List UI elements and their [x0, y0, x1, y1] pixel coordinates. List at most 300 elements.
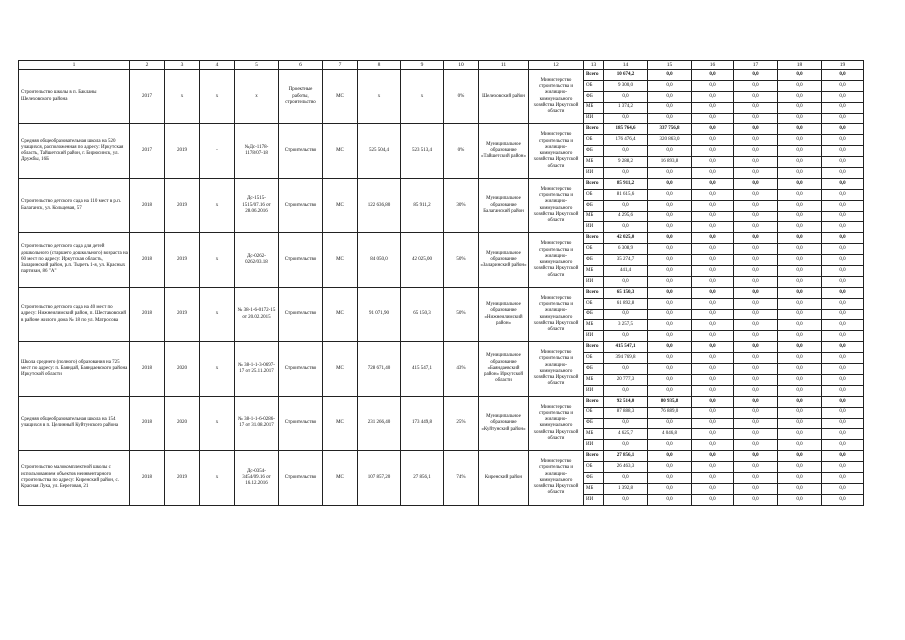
project-cell-c7: МС	[323, 124, 358, 178]
funding-value: 0,0	[778, 472, 822, 483]
project-cell-c2: 2018	[130, 178, 165, 232]
funding-value: 0,0	[734, 80, 778, 91]
funding-source: Всего	[584, 124, 604, 135]
project-cell-c5: Дс-0262-0262/03.18	[235, 233, 279, 287]
column-number: 2	[130, 61, 165, 70]
funding-value: 0,0	[692, 255, 734, 266]
project-cell-c2: 2018	[130, 342, 165, 396]
funding-value: 0,0	[822, 70, 864, 81]
funding-value: 0,0	[734, 407, 778, 418]
funding-value: 0,0	[822, 494, 864, 505]
funding-value: 0,0	[692, 91, 734, 102]
funding-value: 0,0	[692, 462, 734, 473]
document-sheet	[18, 60, 863, 506]
funding-value: 0,0	[778, 276, 822, 287]
funding-value: 0,0	[822, 462, 864, 473]
project-cell-c6: Строительство	[279, 451, 323, 505]
project-cell-c4: х	[200, 451, 235, 505]
funding-value: 0,0	[648, 189, 692, 200]
funding-value: 0,0	[822, 157, 864, 168]
project-cell-c6: Строительство	[279, 233, 323, 287]
table-row	[19, 396, 864, 407]
funding-value: 0,0	[778, 385, 822, 396]
project-cell-c4: х	[200, 70, 235, 124]
funding-value: 0,0	[822, 233, 864, 244]
funding-value: 0,0	[692, 396, 734, 407]
project-cell-c9: 173 449,8	[401, 396, 444, 450]
funding-value: 0,0	[648, 113, 692, 124]
funding-value: 0,0	[778, 353, 822, 364]
project-cell-c7: МС	[323, 451, 358, 505]
project-cell-c9: 523 513,4	[401, 124, 444, 178]
funding-value: 0,0	[778, 124, 822, 135]
project-cell-c9: 42 025,00	[401, 233, 444, 287]
funding-value: 0,0	[692, 70, 734, 81]
funding-value: 0,0	[734, 440, 778, 451]
funding-source: МБ	[584, 266, 604, 277]
funding-value: 0,0	[692, 483, 734, 494]
funding-value: 0,0	[648, 255, 692, 266]
funding-value: 26 463,3	[604, 462, 648, 473]
funding-value: 0,0	[778, 298, 822, 309]
funding-source: ИИ	[584, 276, 604, 287]
funding-value: 0,0	[822, 396, 864, 407]
funding-value: 0,0	[692, 494, 734, 505]
funding-value: 0,0	[648, 276, 692, 287]
funding-value: 0,0	[822, 342, 864, 353]
project-cell-c7: МС	[323, 396, 358, 450]
funding-value: 0,0	[778, 157, 822, 168]
funding-value: 0,0	[734, 342, 778, 353]
funding-value: 0,0	[822, 276, 864, 287]
project-cell-c10: 50%	[444, 287, 479, 341]
funding-value: 0,0	[648, 320, 692, 331]
funding-value: 0,0	[822, 287, 864, 298]
funding-value: 185 764,6	[604, 124, 648, 135]
project-cell-c6: Строительство	[279, 287, 323, 341]
funding-value: 0,0	[822, 244, 864, 255]
funding-value: 9 300,0	[604, 80, 648, 91]
project-cell-c5: Дс-0354-3454/09.16 от 16.12.2016	[235, 451, 279, 505]
funding-value: 0,0	[692, 364, 734, 375]
funding-value: 0,0	[778, 429, 822, 440]
funding-source: ФБ	[584, 200, 604, 211]
project-cell-c11: Муниципальное образование «Куйтунский район»	[479, 396, 529, 450]
funding-value: 0,0	[692, 211, 734, 222]
funding-value: 0,0	[648, 353, 692, 364]
funding-value: 0,0	[604, 364, 648, 375]
funding-value: 394 769,8	[604, 353, 648, 364]
funding-value: 0,0	[604, 385, 648, 396]
project-cell-c7: МС	[323, 287, 358, 341]
funding-value: 61 892,8	[604, 298, 648, 309]
funding-value: 0,0	[734, 222, 778, 233]
funding-source: ИИ	[584, 113, 604, 124]
funding-value: 0,0	[648, 178, 692, 189]
project-cell-c10: 43%	[444, 342, 479, 396]
funding-value: 0,0	[648, 364, 692, 375]
funding-value: 0,0	[778, 483, 822, 494]
project-cell-c9: 415 547,1	[401, 342, 444, 396]
funding-value: 0,0	[734, 244, 778, 255]
project-cell-c11: Муниципальное образование «Заларинский район»	[479, 233, 529, 287]
funding-value: 0,0	[734, 418, 778, 429]
project-cell-c4: -	[200, 124, 235, 178]
funding-value: 0,0	[648, 266, 692, 277]
funding-value: 35 274,7	[604, 255, 648, 266]
funding-value: 0,0	[692, 189, 734, 200]
funding-value: 0,0	[692, 320, 734, 331]
funding-value: 0,0	[734, 211, 778, 222]
funding-value: 0,0	[604, 168, 648, 179]
funding-value: 0,0	[734, 483, 778, 494]
funding-value: 0,0	[734, 276, 778, 287]
funding-source: ОБ	[584, 353, 604, 364]
funding-value: 0,0	[648, 374, 692, 385]
funding-source: ФБ	[584, 364, 604, 375]
funding-value: 80 935,8	[648, 396, 692, 407]
funding-value: 0,0	[648, 146, 692, 157]
funding-value: 0,0	[604, 222, 648, 233]
funding-source: ОБ	[584, 244, 604, 255]
funding-value: 0,0	[692, 146, 734, 157]
project-cell-c10: 50%	[444, 233, 479, 287]
funding-value: 0,0	[734, 266, 778, 277]
project-cell-c6: Строительство	[279, 178, 323, 232]
column-number: 16	[692, 61, 734, 70]
funding-value: 0,0	[692, 178, 734, 189]
funding-value: 0,0	[734, 320, 778, 331]
funding-value: 3 257,5	[604, 320, 648, 331]
funding-value: 0,0	[778, 146, 822, 157]
funding-value: 0,0	[778, 494, 822, 505]
funding-value: 0,0	[604, 200, 648, 211]
funding-value: 0,0	[822, 331, 864, 342]
project-cell-c11: Киренский район	[479, 451, 529, 505]
funding-value: 10 674,2	[604, 70, 648, 81]
project-cell-c8: 122 636,80	[358, 178, 401, 232]
funding-source: ОБ	[584, 135, 604, 146]
funding-value: 0,0	[692, 200, 734, 211]
table-row	[19, 124, 864, 135]
funding-value: 0,0	[692, 385, 734, 396]
funding-value: 0,0	[604, 309, 648, 320]
project-name: Средняя общеобразовательная школа на 154 учащихся в п. Целинный Куйтунского района	[19, 396, 130, 450]
project-cell-c7: МС	[323, 70, 358, 124]
project-cell-c12: Министерство строительства и жилищно-коммунального хозяйства Иркутской области	[529, 124, 584, 178]
column-number: 13	[584, 61, 604, 70]
funding-value: 0,0	[822, 385, 864, 396]
funding-source: ОБ	[584, 189, 604, 200]
funding-value: 0,0	[648, 91, 692, 102]
project-cell-c11: Шелеховский район	[479, 70, 529, 124]
project-cell-c4: х	[200, 396, 235, 450]
funding-value: 0,0	[734, 113, 778, 124]
column-numbers-row	[19, 61, 864, 70]
funding-value: 0,0	[778, 331, 822, 342]
funding-value: 0,0	[692, 472, 734, 483]
funding-value: 0,0	[692, 451, 734, 462]
funding-value: 0,0	[778, 113, 822, 124]
funding-value: 0,0	[822, 483, 864, 494]
funding-value: 0,0	[778, 178, 822, 189]
funding-value: 0,0	[692, 113, 734, 124]
funding-value: 0,0	[734, 385, 778, 396]
funding-value: 0,0	[692, 135, 734, 146]
column-number: 4	[200, 61, 235, 70]
column-number: 9	[401, 61, 444, 70]
funding-value: 0,0	[822, 189, 864, 200]
funding-value: 0,0	[778, 135, 822, 146]
funding-value: 0,0	[822, 364, 864, 375]
funding-value: 0,0	[778, 364, 822, 375]
funding-value: 0,0	[822, 374, 864, 385]
funding-value: 0,0	[692, 266, 734, 277]
project-name: Средняя общеобразовательная школа на 520 учащихся, расположенная по адресу: Иркутская область, Тайшетский район, г. Бирюсинск, ул. Дружбы, 16Б	[19, 124, 130, 178]
funding-value: 0,0	[778, 342, 822, 353]
funding-source: МБ	[584, 374, 604, 385]
funding-value: 0,0	[778, 309, 822, 320]
funding-value: 0,0	[778, 266, 822, 277]
funding-value: 0,0	[692, 157, 734, 168]
project-cell-c12: Министерство строительства и жилищно-коммунального хозяйства Иркутской области	[529, 451, 584, 505]
funding-value: 0,0	[648, 483, 692, 494]
funding-source: ИИ	[584, 440, 604, 451]
funding-value: 415 547,1	[604, 342, 648, 353]
funding-source: ИИ	[584, 331, 604, 342]
funding-value: 0,0	[734, 494, 778, 505]
funding-value: 0,0	[692, 429, 734, 440]
funding-value: 0,0	[604, 494, 648, 505]
funding-value: 1 374,2	[604, 102, 648, 113]
project-cell-c5: Дс-1515-1515/07.16 от 28.06.2016	[235, 178, 279, 232]
funding-value: 0,0	[604, 91, 648, 102]
column-number: 15	[648, 61, 692, 70]
project-cell-c2: 2017	[130, 124, 165, 178]
funding-value: 0,0	[734, 287, 778, 298]
funding-value: 0,0	[734, 462, 778, 473]
funding-source: МБ	[584, 211, 604, 222]
funding-value: 0,0	[648, 385, 692, 396]
funding-source: Всего	[584, 451, 604, 462]
funding-value: 0,0	[822, 178, 864, 189]
project-cell-c10: 30%	[444, 178, 479, 232]
funding-value: 0,0	[734, 157, 778, 168]
funding-source: Всего	[584, 178, 604, 189]
project-cell-c6: Строительство	[279, 342, 323, 396]
funding-value: 0,0	[692, 222, 734, 233]
funding-value: 0,0	[692, 440, 734, 451]
project-cell-c12: Министерство строительства и жилищно-коммунального хозяйства Иркутской области	[529, 342, 584, 396]
funding-value: 0,0	[734, 364, 778, 375]
funding-value: 0,0	[778, 189, 822, 200]
funding-source: МБ	[584, 429, 604, 440]
project-cell-c12: Министерство строительства и жилищно-коммунального хозяйства Иркутской области	[529, 233, 584, 287]
funding-value: 0,0	[648, 418, 692, 429]
project-cell-c7: МС	[323, 233, 358, 287]
column-number: 7	[323, 61, 358, 70]
project-cell-c3: 2019	[165, 233, 200, 287]
project-cell-c3: 2019	[165, 451, 200, 505]
column-number: 17	[734, 61, 778, 70]
funding-value: 0,0	[822, 353, 864, 364]
funding-value: 0,0	[692, 80, 734, 91]
project-cell-c9: 85 911,2	[401, 178, 444, 232]
funding-value: 0,0	[778, 211, 822, 222]
funding-value: 0,0	[822, 135, 864, 146]
funding-source: ОБ	[584, 462, 604, 473]
funding-value: 0,0	[692, 233, 734, 244]
funding-value: 0,0	[692, 102, 734, 113]
funding-value: 0,0	[778, 255, 822, 266]
project-cell-c12: Министерство строительства и жилищно-коммунального хозяйства Иркутской области	[529, 287, 584, 341]
funding-value: 0,0	[734, 178, 778, 189]
funding-value: 0,0	[648, 244, 692, 255]
project-cell-c4: х	[200, 178, 235, 232]
funding-value: 0,0	[692, 287, 734, 298]
project-cell-c11: Муниципальное образование «Нижнеилимский район»	[479, 287, 529, 341]
funding-value: 0,0	[604, 418, 648, 429]
column-number: 14	[604, 61, 648, 70]
funding-value: 0,0	[648, 462, 692, 473]
funding-value: 320 863,0	[648, 135, 692, 146]
funding-value: 0,0	[778, 320, 822, 331]
project-cell-c7: МС	[323, 342, 358, 396]
funding-value: 0,0	[778, 80, 822, 91]
funding-source: ОБ	[584, 407, 604, 418]
project-cell-c10: 25%	[444, 396, 479, 450]
funding-value: 0,0	[734, 189, 778, 200]
funding-value: 0,0	[692, 407, 734, 418]
funding-source: ИИ	[584, 222, 604, 233]
funding-value: 0,0	[822, 407, 864, 418]
funding-value: 0,0	[734, 146, 778, 157]
funding-value: 0,0	[648, 494, 692, 505]
funding-value: 42 025,0	[604, 233, 648, 244]
project-cell-c9: х	[401, 70, 444, 124]
funding-value: 16 893,8	[648, 157, 692, 168]
funding-source: Всего	[584, 396, 604, 407]
funding-value: 0,0	[778, 102, 822, 113]
funding-value: 0,0	[692, 331, 734, 342]
project-name: Строительство детского сада для детей дошкольного (старшего дошкольного) возраста на 60 мест по адресу: Иркутская область, Заларинский район, р.п. Тыреть 1-я, ул. Красных партизан, 86 "А"	[19, 233, 130, 287]
funding-source: ФБ	[584, 146, 604, 157]
funding-value: 20 777,3	[604, 374, 648, 385]
funding-value: 0,0	[648, 233, 692, 244]
column-number: 19	[822, 61, 864, 70]
funding-value: 0,0	[692, 309, 734, 320]
funding-value: 0,0	[648, 331, 692, 342]
funding-value: 0,0	[734, 233, 778, 244]
funding-value: 0,0	[822, 124, 864, 135]
project-name: Строительство малокомплектной школы с использованием объектов неинвентарного строительства по адресу: Киренский район, с. Красная Лука, ул. Береговая, 21	[19, 451, 130, 505]
funding-value: 0,0	[692, 244, 734, 255]
funding-value: 0,0	[778, 287, 822, 298]
funding-source: Всего	[584, 70, 604, 81]
table-row	[19, 70, 864, 81]
project-cell-c10: 0%	[444, 124, 479, 178]
project-cell-c12: Министерство строительства и жилищно-коммунального хозяйства Иркутской области	[529, 178, 584, 232]
funding-value: 0,0	[734, 298, 778, 309]
column-number: 6	[279, 61, 323, 70]
funding-value: 0,0	[604, 440, 648, 451]
funding-value: 0,0	[778, 70, 822, 81]
project-cell-c9: 65 150,3	[401, 287, 444, 341]
funding-value: 0,0	[692, 353, 734, 364]
project-cell-c8: 525 504,4	[358, 124, 401, 178]
funding-value: 0,0	[692, 374, 734, 385]
funding-value: 0,0	[822, 91, 864, 102]
funding-value: 0,0	[648, 80, 692, 91]
project-cell-c2: 2018	[130, 233, 165, 287]
funding-value: 9 288,2	[604, 157, 648, 168]
project-cell-c8: 728 671,40	[358, 342, 401, 396]
funding-value: 0,0	[734, 200, 778, 211]
table-row	[19, 342, 864, 353]
funding-source: Всего	[584, 342, 604, 353]
project-cell-c5: №Дс-1178-1178/07-18	[235, 124, 279, 178]
funding-value: 0,0	[734, 102, 778, 113]
column-number: 11	[479, 61, 529, 70]
project-cell-c5: № 38-1-1-6-0286-17 от 31.08.2017	[235, 396, 279, 450]
project-name: Строительство школы в п. Бакланы Шелеховского района	[19, 70, 130, 124]
funding-value: 6 308,9	[604, 244, 648, 255]
funding-source: ФБ	[584, 472, 604, 483]
project-cell-c5: № 38-1-1-3-0697-17 от 25.11.2017	[235, 342, 279, 396]
funding-value: 0,0	[822, 266, 864, 277]
project-cell-c5: № 38-1-6-0172-15 от 20.02.2015	[235, 287, 279, 341]
funding-value: 0,0	[648, 451, 692, 462]
funding-value: 0,0	[822, 255, 864, 266]
project-cell-c4: х	[200, 342, 235, 396]
funding-value: 176 476,4	[604, 135, 648, 146]
funding-value: 0,0	[822, 168, 864, 179]
funding-source: МБ	[584, 483, 604, 494]
funding-value: 0,0	[778, 374, 822, 385]
funding-value: 0,0	[648, 309, 692, 320]
funding-value: 0,0	[648, 342, 692, 353]
funding-source: ИИ	[584, 385, 604, 396]
funding-value: 0,0	[778, 91, 822, 102]
funding-value: 0,0	[778, 418, 822, 429]
funding-source: ИИ	[584, 168, 604, 179]
funding-value: 0,0	[734, 331, 778, 342]
funding-value: 0,0	[734, 451, 778, 462]
funding-value: 0,0	[648, 168, 692, 179]
column-number: 10	[444, 61, 479, 70]
project-cell-c3: 2019	[165, 124, 200, 178]
funding-value: 0,0	[734, 396, 778, 407]
funding-value: 0,0	[604, 276, 648, 287]
project-cell-c5: х	[235, 70, 279, 124]
funding-value: 0,0	[604, 113, 648, 124]
project-cell-c6: Строительство	[279, 396, 323, 450]
project-name: Школа среднего (полного) образования на 725 мест по адресу: п. Баяндай, Баяндаевского района Иркутской области	[19, 342, 130, 396]
column-number: 3	[165, 61, 200, 70]
column-number: 18	[778, 61, 822, 70]
funding-value: 0,0	[692, 342, 734, 353]
funding-value: 0,0	[734, 135, 778, 146]
funding-value: 0,0	[822, 113, 864, 124]
project-cell-c4: х	[200, 287, 235, 341]
funding-value: 0,0	[822, 418, 864, 429]
table-row	[19, 451, 864, 462]
funding-value: 65 150,3	[604, 287, 648, 298]
funding-value: 0,0	[734, 472, 778, 483]
funding-source: ОБ	[584, 298, 604, 309]
project-cell-c3: х	[165, 70, 200, 124]
funding-value: 0,0	[692, 418, 734, 429]
